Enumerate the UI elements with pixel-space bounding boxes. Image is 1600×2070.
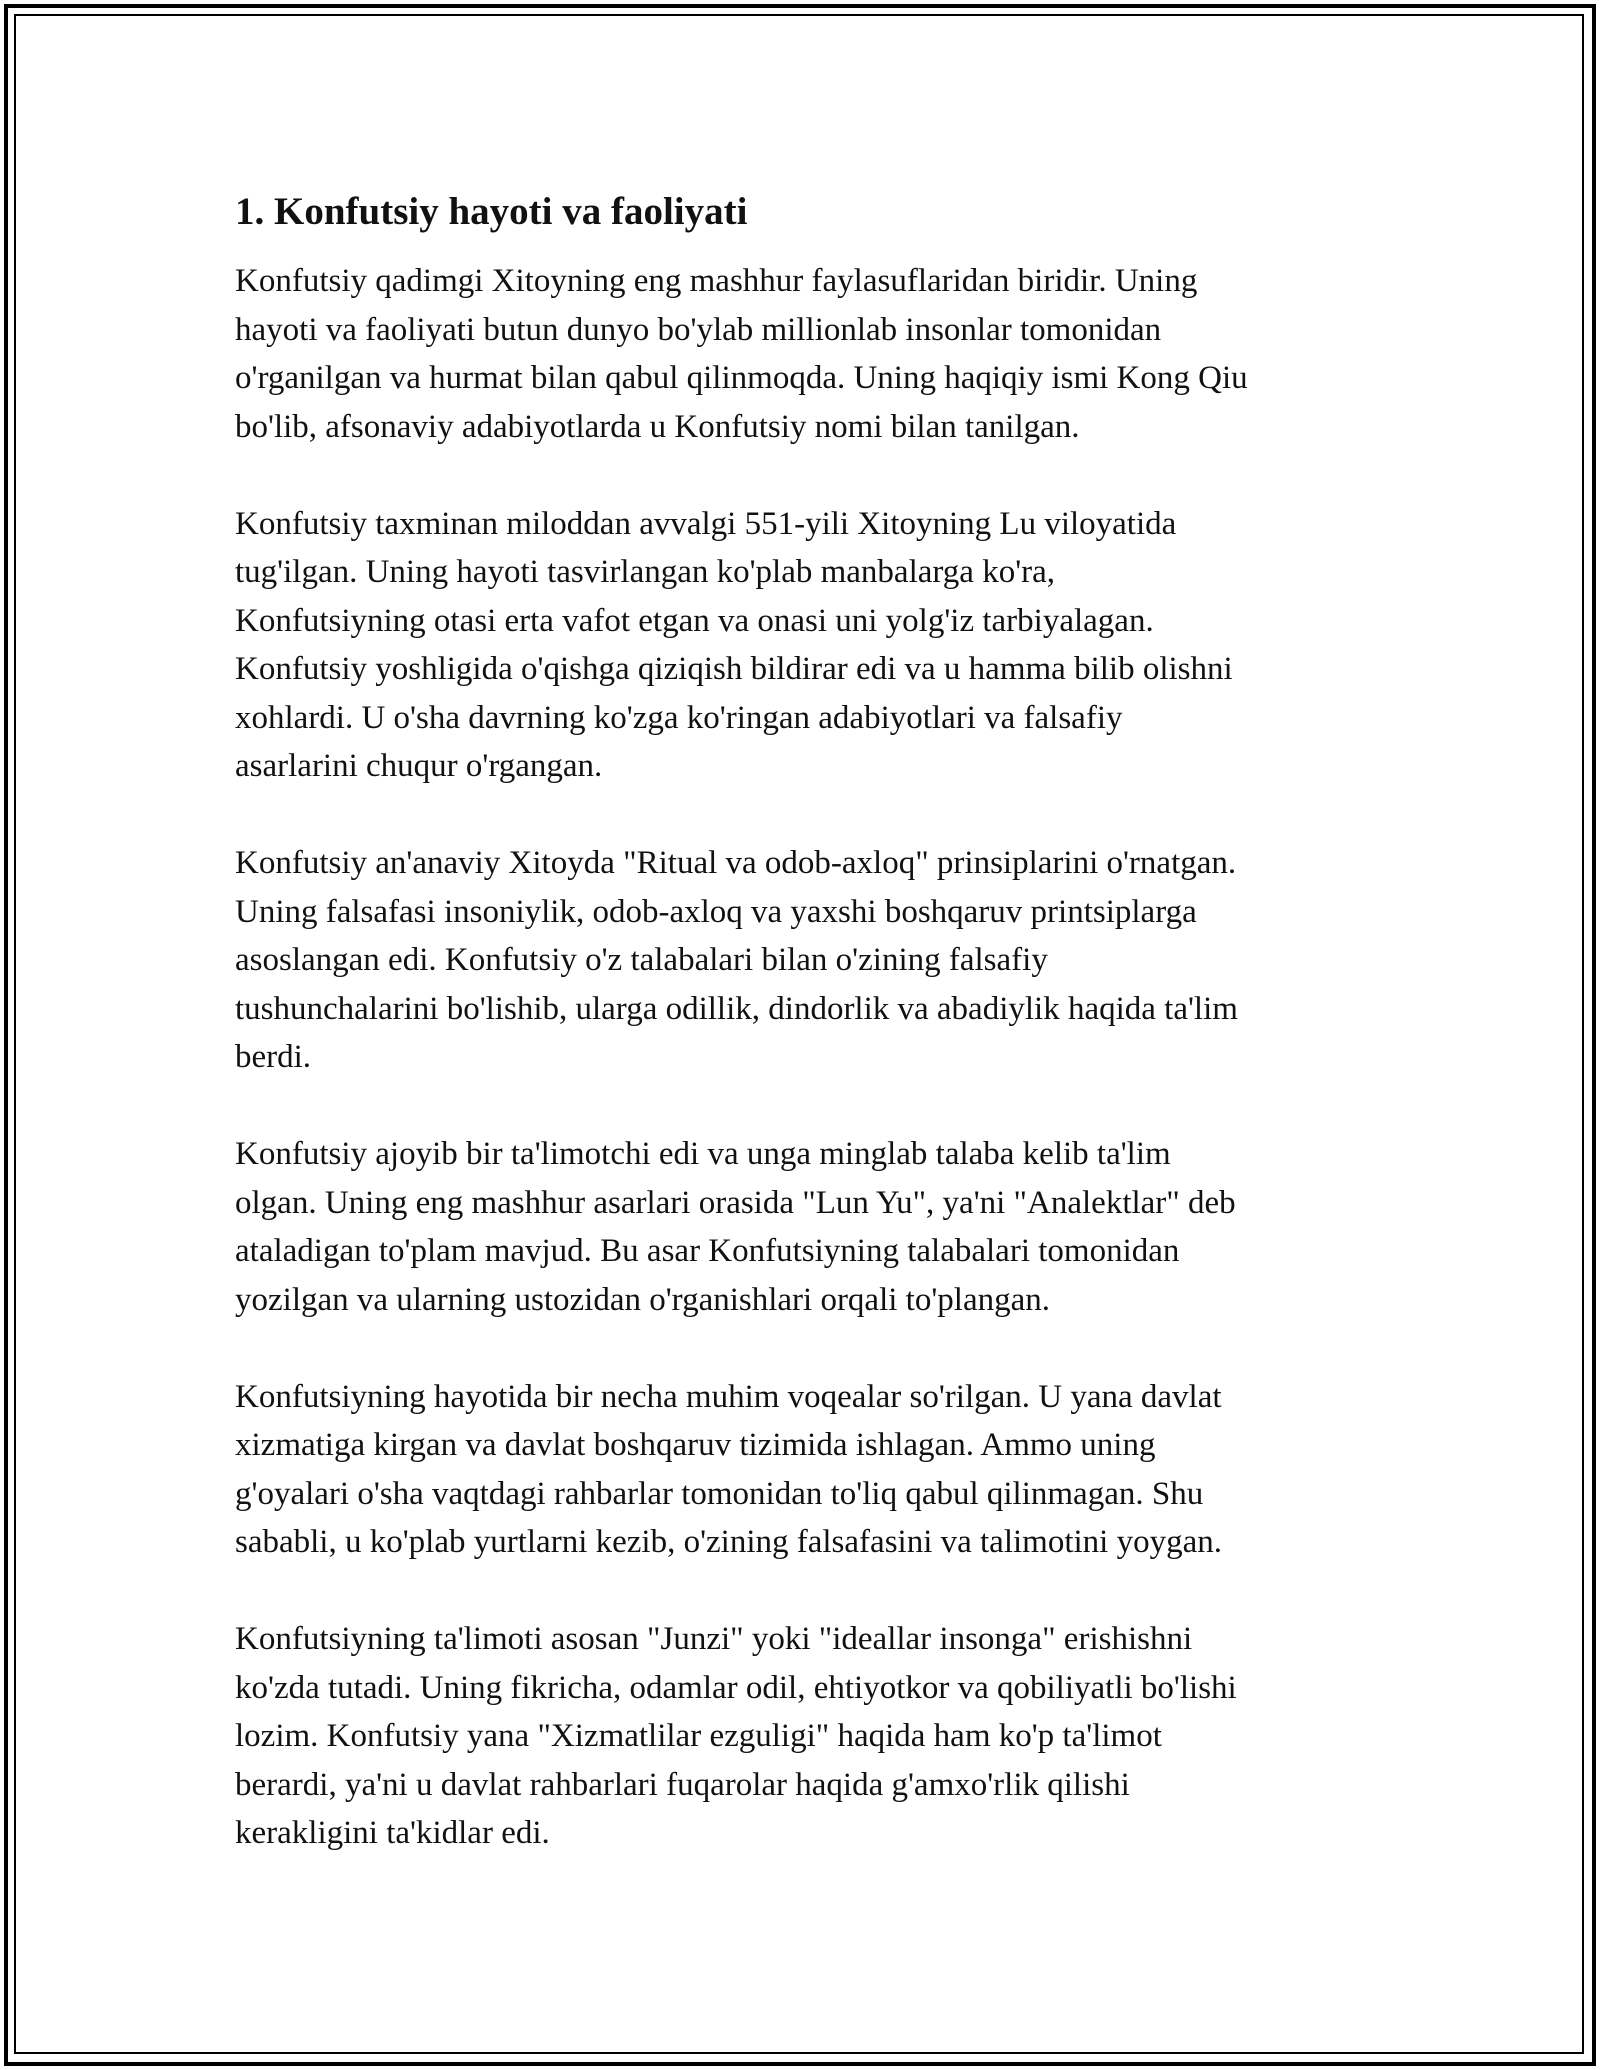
paragraph-2: Konfutsiy taxminan miloddan avvalgi 551-yili Xitoyning Lu viloyatida tug'ilgan. Uning hayoti tasvirlangan ko'plab manbalarga ko'ra, Konfutsiyning otasi erta vafot etgan va onasi uni yolg'iz tarbiyalagan. Konfutsiy yoshligida o'qishga qiziqish bildirar edi va u hamma bilib olishni xohlardi. U o'sha davrning ko'zga ko'ringan adabiyotlari va falsafiy asarlarini chuqur o'rgangan. [235, 505, 1233, 784]
paragraph-4: Konfutsiy ajoyib bir ta'limotchi edi va unga minglab talaba kelib ta'lim olgan. Uning eng mashhur asarlari orasida "Lun Yu", ya'ni "Analektlar" deb ataladigan to'plam mavjud. Bu asar Konfutsiyning talabalari tomonidan yozilgan va ularning ustozidan o'rganishlari orqali to'plangan. [235, 1136, 1236, 1318]
paragraph-5: Konfutsiyning hayotida bir necha muhim voqealar so'rilgan. U yana davlat xizmatiga kirgan va davlat boshqaruv tizimida ishlagan. Ammo uning g'oyalari o'sha vaqtdagi rahbarlar tomonidan to'liq qabul qilinmagan. Shu sababli, u ko'plab yurtlarni kezib, o'zining falsafasini va talimotini yoygan. [235, 1378, 1222, 1560]
paragraph-1: Konfutsiy qadimgi Xitoyning eng mashhur faylasuflaridan biridir. Uning hayoti va faoliyati butun dunyo bo'ylab millionlab insonlar tomonidan o'rganilgan va hurmat bilan qabul qilinmoqda. Uning haqiqiy ismi Kong Qiu bo'lib, afsonaviy adabiyotlarda u Konfutsiy nomi bilan tanilgan. [235, 263, 1248, 445]
paragraph-6: Konfutsiyning ta'limoti asosan "Junzi" yoki "ideallar insonga" erishishni ko'zda tutadi. Uning fikricha, odamlar odil, ehtiyotkor va qobiliyatli bo'lishi lozim. Konfutsiy yana "Xizmatlilar ezguligi" haqida ham ko'p ta'limot berardi, ya'ni u davlat rahbarlari fuqarolar haqida g'amxo'rlik qilishi kerakligini ta'kidlar edi. [235, 1621, 1237, 1851]
document-body [235, 185, 1375, 1906]
paragraph-3: Konfutsiy an'anaviy Xitoyda "Ritual va odob-axloq" prinsiplarini o'rnatgan. Uning falsafasi insoniylik, odob-axloq va yaxshi boshqaruv printsiplarga asoslangan edi. Konfutsiy o'z talabalari bilan o'zining falsafiy tushunchalarini bo'lishib, ularga odillik, dindorlik va abadiylik haqida ta'lim berdi. [235, 845, 1238, 1075]
section-heading: 1. Konfutsiy hayoti va faoliyati [235, 190, 748, 233]
